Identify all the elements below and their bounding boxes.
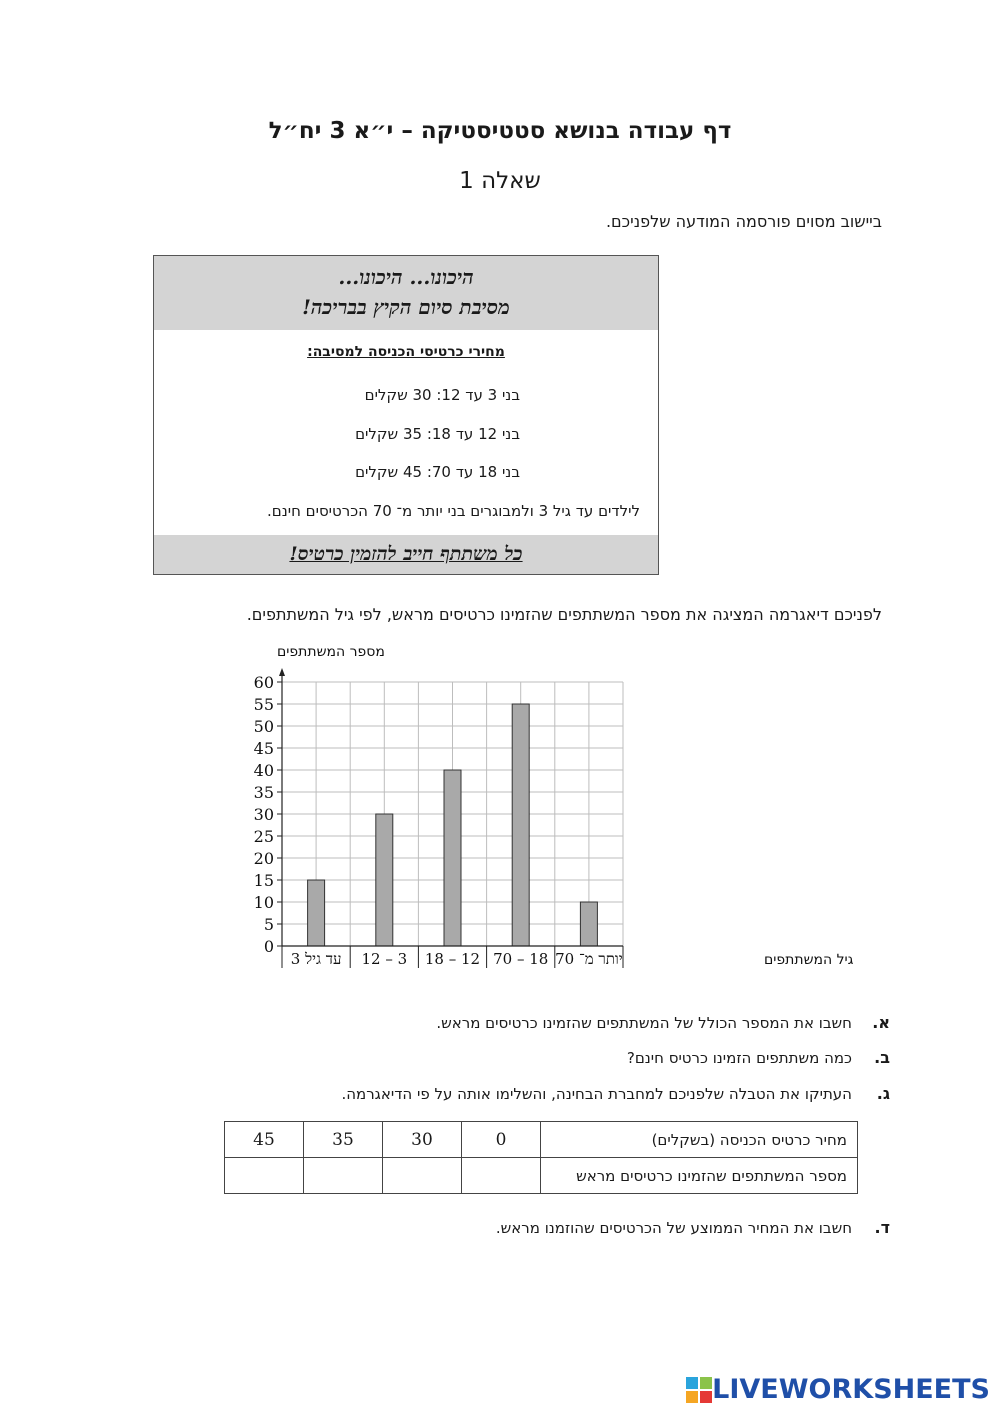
y-tick-label: 25 — [253, 827, 274, 846]
chart-bar — [512, 704, 529, 946]
x-category-label: 18 – 70 — [493, 950, 549, 968]
price-row: בני 3 עד 12: 30 שקלים — [364, 386, 520, 404]
y-tick-label: 35 — [253, 783, 274, 802]
question-letter: ב. — [874, 1048, 890, 1067]
party-poster — [153, 255, 659, 575]
participants-bar-chart — [140, 640, 854, 975]
price-cell: 30 — [383, 1122, 462, 1158]
y-tick-label: 30 — [253, 805, 274, 824]
table-row — [225, 1122, 858, 1158]
price-cell: 0 — [462, 1122, 541, 1158]
chart-bar — [580, 902, 597, 946]
intro-text: ביישוב מסוים פורסמה המודעה שלפניכם. — [605, 212, 882, 231]
question-text: העתיקו את הטבלה שלפניכם למחברת הבחינה, והשלימו אותה על פי הדיאגרמה. — [341, 1085, 852, 1103]
poster-headline-2: מסיבת סיום הקיץ בבריכה! — [302, 295, 510, 319]
prices-title: מחירי כרטיסי הכניסה למסיבה: — [307, 344, 505, 360]
y-tick-label: 50 — [253, 717, 274, 736]
x-category-label: יותר מ־ 70 — [555, 950, 623, 968]
chart-bar — [376, 814, 393, 946]
x-category-label: 3 – 12 — [361, 950, 408, 968]
liveworksheets-logo — [686, 1374, 990, 1405]
y-tick-label: 0 — [263, 937, 274, 956]
question-number: שאלה 1 — [459, 168, 541, 194]
poster-header — [154, 256, 658, 330]
chart-bar — [308, 880, 325, 946]
question-letter: ג. — [876, 1084, 890, 1103]
y-tick-label: 60 — [253, 673, 274, 692]
y-tick-label: 10 — [253, 893, 274, 912]
y-tick-label: 55 — [253, 695, 274, 714]
question-b — [627, 1048, 890, 1067]
poster-headline-1: היכונו... היכונו... — [338, 265, 474, 289]
free-ticket-note: לילדים עד גיל 3 ולמבוגרים בני יותר מ־ 70 הכרטיסים חינם. — [266, 502, 640, 520]
y-axis-arrow-icon — [279, 668, 285, 676]
count-answer-cell[interactable] — [462, 1158, 541, 1194]
y-tick-label: 20 — [253, 849, 274, 868]
brand-text: LIVEWORKSHEETS — [712, 1374, 990, 1405]
y-tick-label: 5 — [263, 915, 274, 934]
count-answer-cell[interactable] — [225, 1158, 304, 1194]
y-tick-label: 40 — [253, 761, 274, 780]
price-table — [224, 1121, 858, 1194]
count-answer-cell[interactable] — [383, 1158, 462, 1194]
table-row — [225, 1158, 858, 1194]
question-letter: א. — [872, 1013, 890, 1032]
question-text: חשבו את המחיר הממוצע של הכרטיסים שהוזמנו מראש. — [495, 1219, 852, 1237]
question-c — [341, 1084, 890, 1103]
question-letter: ד. — [874, 1218, 890, 1237]
question-a — [436, 1013, 890, 1032]
chart-labels — [254, 644, 854, 968]
y-tick-label: 15 — [253, 871, 274, 890]
x-axis-title: גיל המשתתפים — [764, 952, 854, 968]
price-row-header: מחיר כרטיס הכניסה (בשקלים) — [541, 1122, 858, 1158]
count-answer-cell[interactable] — [304, 1158, 383, 1194]
count-row-header: מספר המשתתפים שהזמינו כרטיסים מראש — [541, 1158, 858, 1194]
question-text: כמה משתתפים הזמינו כרטיס חינם? — [626, 1049, 852, 1067]
question-d — [496, 1218, 890, 1237]
poster-footer: כל משתתף חייב להזמין כרטיס! — [154, 535, 658, 574]
page-title: דף עבודה בנושא סטטיסטיקה – י״א 3 יח״ל — [268, 118, 732, 144]
x-category-label: עד גיל 3 — [290, 950, 342, 968]
y-tick-label: 45 — [253, 739, 274, 758]
x-category-label: 12 – 18 — [424, 950, 481, 968]
price-cell: 45 — [225, 1122, 304, 1158]
chart-intro-text: לפניכם דיאגרמה המציגה את מספר המשתתפים שהזמינו כרטיסים מראש, לפי גיל המשתתפים. — [246, 605, 882, 624]
price-cell: 35 — [304, 1122, 383, 1158]
price-row: בני 18 עד 70: 45 שקלים — [355, 463, 520, 481]
price-row: בני 12 עד 18: 35 שקלים — [355, 425, 520, 443]
question-text: חשבו את המספר הכולל של המשתתפים שהזמינו כרטיסים מראש. — [436, 1014, 852, 1032]
logo-icon — [686, 1377, 712, 1403]
chart-bar — [444, 770, 461, 946]
y-axis-title: מספר המשתתפים — [277, 644, 385, 660]
